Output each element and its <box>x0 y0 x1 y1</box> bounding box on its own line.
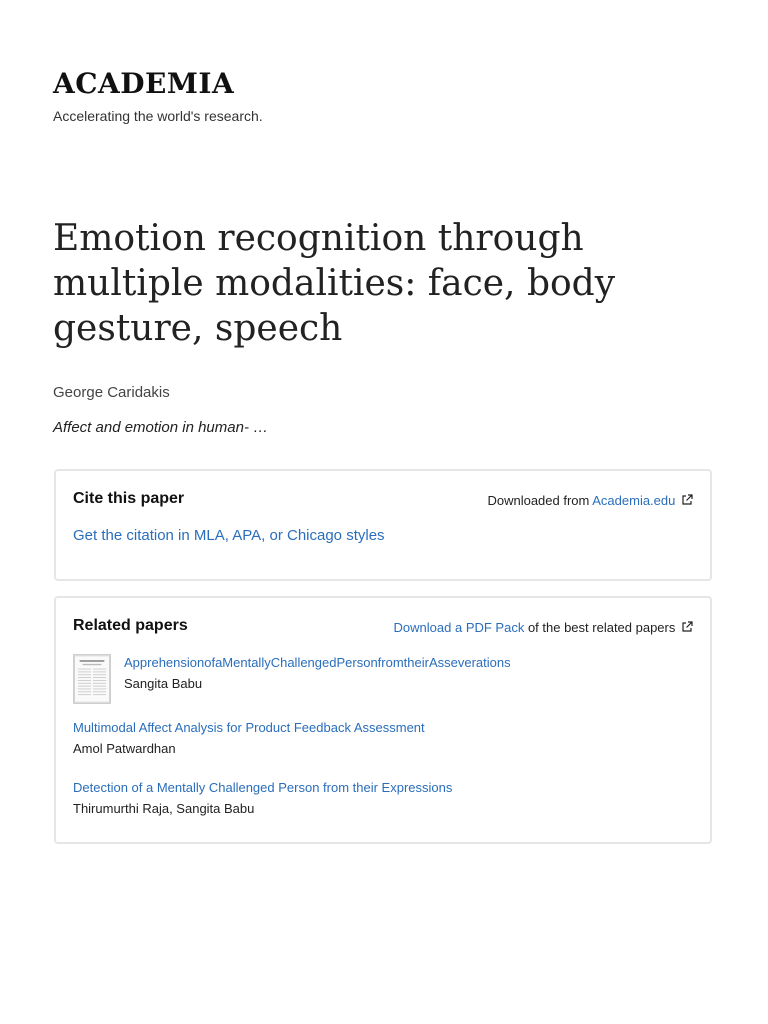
external-link-icon[interactable] <box>681 494 693 506</box>
cite-heading: Cite this paper <box>73 490 185 507</box>
brand-tagline: Accelerating the world's research. <box>53 108 263 124</box>
paper-thumbnail-icon[interactable] <box>73 654 111 704</box>
related-item <box>73 720 425 756</box>
pdf-pack-line <box>394 620 693 635</box>
related-item-authors: Amol Patwardhan <box>73 741 176 756</box>
paper-title: Emotion recognition through multiple modalities: face, body gesture, speech <box>53 218 616 349</box>
brand-header <box>53 66 263 124</box>
paper-author: George Caridakis <box>53 384 170 401</box>
related-heading: Related papers <box>73 617 188 634</box>
downloaded-prefix: Downloaded from <box>487 493 593 508</box>
related-item <box>73 780 452 816</box>
related-papers-card <box>54 596 712 844</box>
cite-card <box>54 469 712 581</box>
related-item-title[interactable]: ApprehensionofaMentallyChallengedPersonfromtheirAsseverations <box>124 655 511 670</box>
related-item-authors: Sangita Babu <box>124 676 203 691</box>
paper-venue: Affect and emotion in human- … <box>53 419 269 436</box>
pdf-pack-link[interactable]: Download a PDF Pack <box>393 620 525 635</box>
academia-source-link[interactable]: Academia.edu <box>592 493 676 508</box>
pdf-pack-suffix: of the best related papers <box>524 620 676 635</box>
citation-styles-link[interactable]: Get the citation in MLA, APA, or Chicago styles <box>73 527 385 544</box>
academia-logo[interactable]: ACADEMIA <box>53 67 235 100</box>
external-link-icon[interactable] <box>681 621 693 633</box>
related-item-authors: Thirumurthi Raja, Sangita Babu <box>73 801 255 816</box>
downloaded-from <box>487 493 693 508</box>
related-item-title[interactable]: Detection of a Mentally Challenged Person from their Expressions <box>73 780 453 795</box>
related-item-text <box>124 655 511 691</box>
related-item-title[interactable]: Multimodal Affect Analysis for Product Feedback Assessment <box>73 720 425 735</box>
